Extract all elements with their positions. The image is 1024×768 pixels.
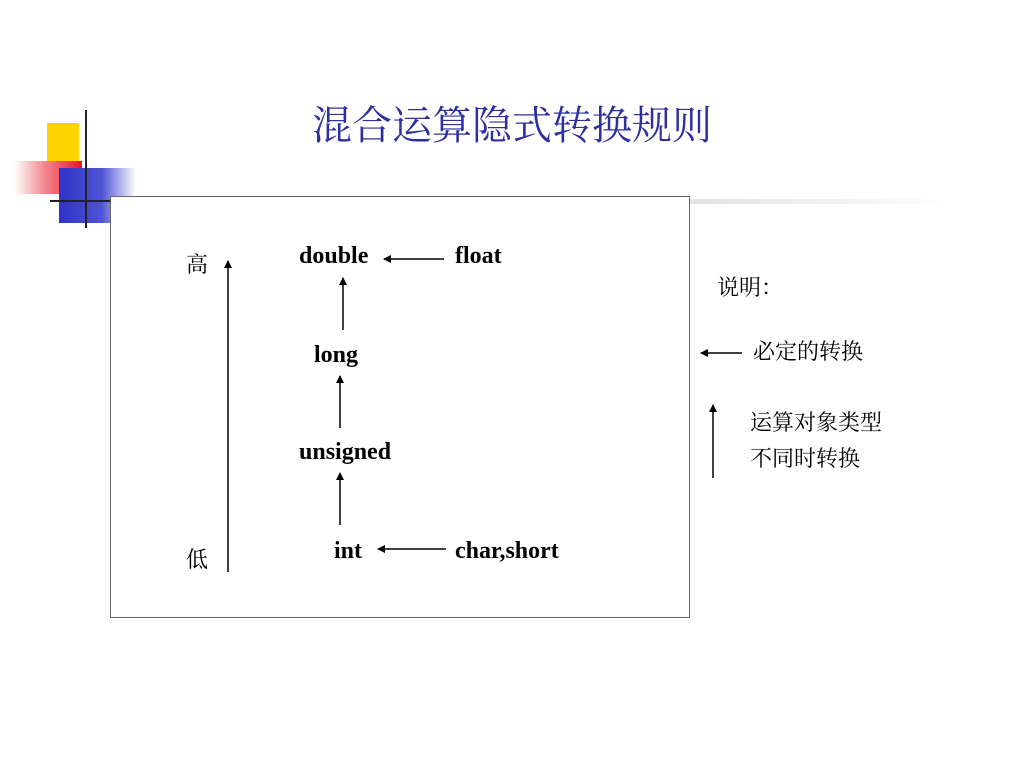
slide-title: 混合运算隐式转换规则 <box>312 103 712 149</box>
type-long: long <box>314 342 359 368</box>
type-double: double <box>299 243 369 269</box>
legend-title: 说明： <box>717 276 784 301</box>
legend-required-conversion-label: 必定的转换 <box>753 340 864 365</box>
type-float: float <box>455 243 502 269</box>
type-unsigned: unsigned <box>299 439 392 465</box>
rank-low-label: 低 <box>186 548 209 573</box>
legend-different-types-label-line2: 不同时转换 <box>750 447 861 472</box>
type-int: int <box>334 538 363 564</box>
type-char-short: char,short <box>455 538 559 564</box>
rank-high-label: 高 <box>186 253 209 278</box>
legend-different-types-label-line1: 运算对象类型 <box>750 411 883 436</box>
